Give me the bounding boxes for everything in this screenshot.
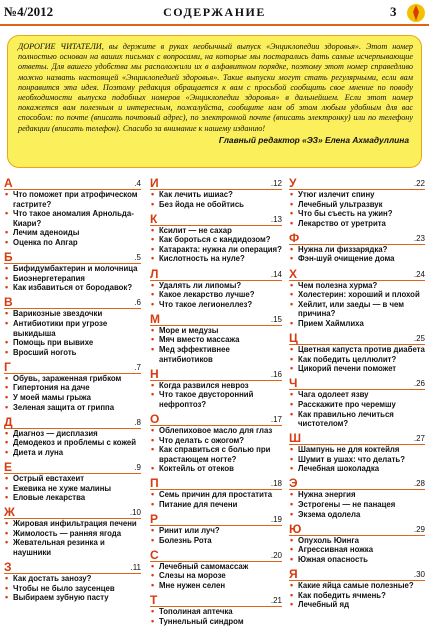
toc-entry: • Помощь при вывихе [4,338,141,348]
toc-section [150,478,282,509]
toc-entry: • У моей мамы грыжа [4,393,141,403]
section-letter: И [150,176,159,190]
toc-entry: • Что бы съесть на ужин? [289,209,425,219]
toc-entry: • Острый евстахеит [4,474,141,484]
toc-entry: • Какие яйца самые полезные? [289,581,425,591]
toc-section [289,521,425,565]
section-page-number: .25 [413,334,425,344]
section-page-number: .24 [413,269,425,279]
toc-section [289,569,425,610]
section-letter: С [150,547,159,562]
toc-section [4,178,141,248]
toc-section [289,378,425,428]
toc-section [150,547,282,591]
section-page-number: .6 [134,298,141,308]
section-page-number: .18 [270,479,282,489]
toc-entry: • Какое лекарство лучше? [150,290,282,300]
toc-section [150,366,282,410]
toc-section [4,507,141,557]
toc-entry: • Антибиотики при угрозе выкидыша [4,319,141,338]
toc-section [4,459,141,503]
toc-section-header [289,266,425,281]
toc-entry: • Ежевика не хуже малины [4,484,141,494]
toc-entry: • Лечебный яд [289,600,425,610]
section-letter: К [150,211,158,226]
section-letter: О [150,412,160,426]
section-page-number: .30 [413,570,425,580]
toc-entry: • Кислотность на нуле? [150,254,282,264]
toc-entry: • Цветная капуста против диабета [289,345,425,355]
toc-entry: • Экзема одолела [289,510,425,520]
toc-entry: • Коктейль от отеков [150,464,282,474]
toc-entry: • Южная опасность [289,555,425,565]
section-page-number: .13 [270,214,282,224]
toc-section [289,433,425,474]
toc-column-1 [4,178,141,607]
toc-entry: • Выбираем зубную пасту [4,593,141,603]
toc-section-header [150,547,282,562]
toc-entry: • Что поможет при атрофическом гастрите? [4,190,141,209]
section-title: СОДЕРЖАНИЕ [163,5,266,19]
toc-entry: • Мед эффективнее антибиотиков [150,345,282,364]
toc-entry: • Мне нужен селен [150,581,282,591]
issue-number: №4/2012 [4,4,54,19]
toc-section [4,359,141,412]
section-page-number: .28 [413,479,425,489]
toc-entry: • Чем полезна хурма? [289,281,425,291]
magazine-logo-icon [406,3,426,23]
toc-entry: • Шампунь не для коктейля [289,445,425,455]
toc-entry: • Без йода не обойтись [150,200,282,210]
toc-entry: • Лекарство от уретрита [289,219,425,229]
toc-section-header [289,333,425,345]
toc-section [150,211,282,264]
section-letter: Л [150,266,159,281]
section-letter: Ц [289,331,298,346]
toc-entry: • Как избавиться от бородавок? [4,283,141,293]
toc-section-header [150,311,282,326]
section-page-number: .23 [413,233,425,243]
toc-section [289,333,425,374]
toc-entry: • Слезы на морозе [150,571,282,581]
section-page-number: .15 [270,314,282,324]
toc-entry: • Семь причин для простатита [150,490,282,500]
toc-section [289,230,425,264]
toc-section [4,297,141,357]
toc-column-3 [289,178,425,614]
toc-entry: • Гипертония на даче [4,383,141,393]
section-page-number: .4 [134,179,141,188]
section-page-number: .11 [130,563,141,573]
section-letter: Ж [4,505,15,520]
section-page-number: .7 [134,362,141,372]
section-page-number: .12 [270,179,282,188]
toc-entry: • Как победить ячмень? [289,591,425,601]
toc-entry: • Лечим аденоиды [4,228,141,238]
toc-section [150,311,282,364]
toc-entry: • Облепиховое масло для глаз [150,426,282,436]
toc-entry: • Удалять ли липомы? [150,281,282,291]
toc-section-header [289,178,425,190]
toc-entry: • Жимолость — ранняя ягода [4,529,141,539]
toc-entry: • Как лечить ишиас? [150,190,282,200]
toc-entry: • Цикорий печени поможет [289,364,425,374]
section-page-number: .10 [129,508,141,518]
toc-entry: • Расскажите про черемшу [289,400,425,410]
section-page-number: .16 [270,369,282,379]
toc-entry: • Фэн-шуй очищение дома [289,254,425,264]
section-letter: Ф [289,230,300,245]
toc-section-header [4,252,141,264]
section-page-number: .21 [270,596,282,606]
section-letter: П [150,476,159,491]
toc-entry: • Что такое аномалия Арнольда-Киари? [4,209,141,228]
toc-entry: • Бифидумбактерин и молочница [4,264,141,274]
section-page-number: .5 [134,253,141,263]
toc-entry: • Что делать с ожогом? [150,436,282,446]
toc-entry: • Биоэнергетерапия [4,274,141,284]
toc-column-2 [150,178,282,631]
toc-entry: • Туннельный синдром [150,617,282,627]
toc-entry: • Жировая инфильтрация печени [4,519,141,529]
toc-section [150,266,282,310]
section-letter: Ю [289,521,302,536]
toc-section [150,414,282,474]
section-letter: Е [4,459,13,474]
toc-section [4,562,141,603]
toc-entry: • Как достать занозу? [4,574,141,584]
editorial-text: ДОРОГИЕ ЧИТАТЕЛИ, вы держите в руках необычный выпуск «Энциклопедии здоровья». Этот номер полностью основан на ваших письмах с вопросами, на которые мы постарались дать самые исчерпывающие ответы. Для вашего удобства мы расположили их в алфавитном порядке, поэтому этот номер справедливо можно назвать настоящей «Энциклопедией здоровья». Такие выпуски могут стать регулярными, если вам понравится эта идея. Поэтому редакция обращается к вам с просьбой сообщить свое мнение по поводу необходимости выпуска подобных номеров «Энциклопедии здоровья» в дальнейшем. Если этот номер покажется вам полезным и интересным, пожалуйста, сообщите нам об этом любым удобным для вас способом: по почте (вписать почтовый адрес), по электронной почте (вписать электронку) или по телефону редакции (вписать телефон). Спасибо за внимание к нашему изданию! [18,42,413,133]
section-letter: З [4,560,12,575]
toc-section [289,266,425,329]
toc-entry: • Агрессивная ножка [289,545,425,555]
toc-section-header [289,478,425,490]
toc-entry: • Катаракта: нужна ли операция? [150,245,282,255]
toc-section-header [4,359,141,374]
toc-section [150,514,282,545]
toc-entry: • Диагноз — дисплазия [4,429,141,439]
section-letter: Ш [289,431,302,446]
page-number: 3 [390,4,397,19]
toc-entry: • Демодекоз и проблемы с кожей [4,438,141,448]
section-letter: Д [4,414,13,429]
toc-entry: • Лечебный самомассаж [150,562,282,572]
toc-section-header [4,562,141,574]
section-page-number: .8 [134,417,141,427]
toc-section-header [150,414,282,426]
toc-entry: • Варикозные звездочки [4,309,141,319]
toc-section-header [289,230,425,245]
toc-entry: • Хейлит, или заеды — в чем причина? [289,300,425,319]
toc-entry: • Обувь, зараженная грибком [4,374,141,384]
section-page-number: .27 [413,434,425,444]
toc-section-header [150,211,282,226]
toc-entry: • Чага одолеет язву [289,390,425,400]
toc-section-header [4,297,141,309]
toc-entry: • Лечебная шоколадка [289,464,425,474]
toc-entry: • Лечебный ультразвук [289,200,425,210]
toc-section-header [289,433,425,445]
toc-entry: • Зеленая защита от гриппа [4,403,141,413]
section-page-number: .22 [413,179,425,188]
section-page-number: .29 [413,524,425,534]
toc-entry: • Что такое двусторонний нефроптоз? [150,390,282,409]
toc-section-header [150,478,282,490]
section-letter: Г [4,359,11,374]
toc-entry: • Как бороться с кандидозом? [150,235,282,245]
section-letter: А [4,176,13,190]
section-letter: Ч [289,376,298,391]
toc-entry: • Тополиная аптечка [150,607,282,617]
toc-entry: • Как победить целлюлит? [289,355,425,365]
section-letter: Б [4,250,13,265]
toc-entry: • Прием Хаймлиха [289,319,425,329]
toc-entry: • Эстрогены — не панацея [289,500,425,510]
editor-signature: Главный редактор «ЭЗ» Елена Ахмадуллина [218,134,409,145]
toc-section-header [150,266,282,281]
toc-section-header [4,414,141,429]
section-page-number: .19 [270,515,282,525]
toc-entry: • Холестерин: хороший и плохой [289,290,425,300]
section-letter: Э [289,476,298,491]
toc-entry: • Еловые лекарства [4,493,141,503]
section-page-number: .14 [270,269,282,279]
toc-section [289,178,425,228]
toc-entry: • Ринит или луч? [150,526,282,536]
toc-section-header [4,459,141,474]
section-letter: Т [150,593,158,608]
section-page-number: .17 [270,415,282,424]
toc-section-header [289,569,425,581]
toc-section [150,178,282,209]
toc-entry: • Как правильно лечиться чистотелом? [289,410,425,429]
toc-section [289,478,425,519]
editorial-note [7,35,422,168]
page-header [0,0,429,26]
section-page-number: .20 [270,550,282,560]
section-letter: В [4,295,13,310]
toc-entry: • Чтобы не было заусенцев [4,584,141,594]
section-letter: Х [289,266,298,281]
toc-entry: • Как справиться с болью при врастающем ногте? [150,445,282,464]
toc-entry: • Оценка по Апгар [4,238,141,248]
toc-section-header [289,378,425,390]
toc-entry: • Нужна энергия [289,490,425,500]
section-letter: Я [289,567,298,582]
section-letter: У [289,176,297,190]
section-letter: Р [150,512,159,527]
toc-section-header [150,178,282,190]
toc-entry: • Болезнь Рота [150,536,282,546]
toc-entry: • Ксилит — не сахар [150,226,282,236]
toc-entry: • Что такое легионеллез? [150,300,282,310]
section-page-number: .9 [134,462,141,472]
toc-section-header [289,521,425,536]
toc-section-header [4,178,141,190]
toc-entry: • Диета и луна [4,448,141,458]
toc-entry: • Утюг излечит спину [289,190,425,200]
toc-section-header [4,507,141,519]
toc-entry: • Когда развился невроз [150,381,282,391]
toc-section-header [150,366,282,381]
section-letter: М [150,311,160,326]
toc-entry: • Опухоль Юинга [289,536,425,546]
toc-entry: • Вросший ноготь [4,348,141,358]
toc-section [150,595,282,626]
toc-entry: • Жевательная резинка и наушники [4,538,141,557]
toc-entry: • Шумит в ушах: что делать? [289,455,425,465]
toc-section-header [150,514,282,526]
toc-section [4,414,141,458]
toc-entry: • Нужна ли физзарядка? [289,245,425,255]
toc-entry: • Мяч вместо массажа [150,335,282,345]
toc-entry: • Море и медузы [150,326,282,336]
toc-section [4,252,141,293]
toc-section-header [150,595,282,607]
section-page-number: .26 [413,379,425,389]
toc-entry: • Питание для печени [150,500,282,510]
section-letter: Н [150,366,159,381]
